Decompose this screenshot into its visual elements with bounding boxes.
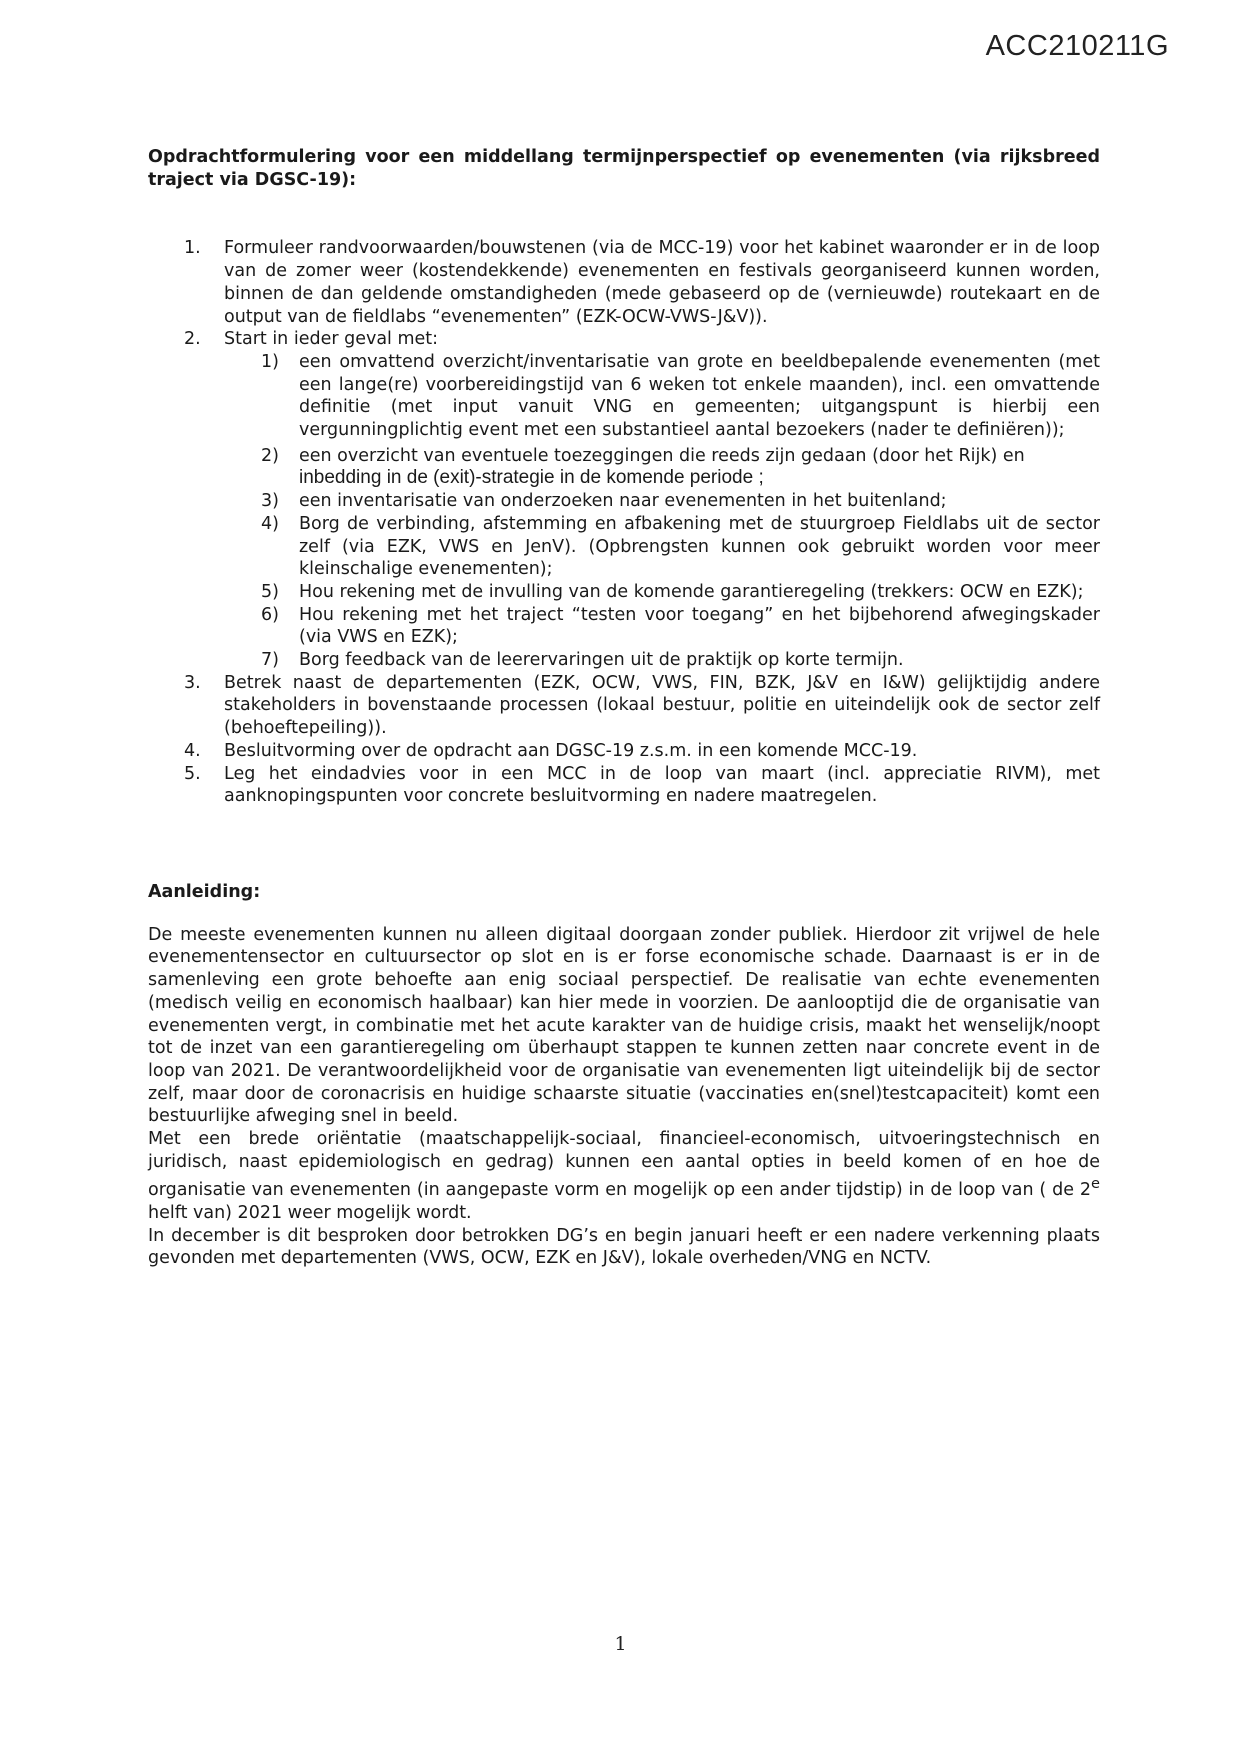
sub-list-item-4 bbox=[224, 513, 1100, 581]
sub-list-item-3 bbox=[224, 490, 1100, 513]
list-number: 4. bbox=[184, 740, 201, 761]
list-item-text: Betrek naast de departementen (EZK, OCW, VWS, FIN, BZK, J&V en I&W) gelijktijdig andere stakeholders in bovenstaande processen (lokaal bestuur, politie en uiteindelijk ook de sector zelf (behoeftepeiling)). bbox=[224, 672, 1100, 739]
document-code: ACC210211G bbox=[985, 30, 1169, 62]
list-item-5 bbox=[148, 763, 1100, 808]
sub-list-item-text: Hou rekening met de invulling van de komende garantieregeling (trekkers: OCW en EZK); bbox=[299, 581, 1084, 602]
list-item-text: Formuleer randvoorwaarden/bouwstenen (via de MCC-19) voor het kabinet waaronder er in de loop van de zomer weer (kostendekkende) evenementen en festivals georganiseerd kunnen worden, binnen de dan geldende omstandigheden (mede gebaseerd op de (vernieuwde) routekaart en de output van de fieldlabs “evenementen” (EZK-OCW-VWS-J&V)). bbox=[224, 238, 1100, 327]
superscript: e bbox=[1091, 1175, 1100, 1193]
document-title: Opdrachtformulering voor een middellang termijnperspectief op evenementen (via rijksbreed traject via DGSC-19): bbox=[148, 147, 1100, 190]
list-item-2 bbox=[148, 328, 1100, 672]
list-number: 3. bbox=[184, 672, 201, 693]
aanleiding-text bbox=[148, 924, 1100, 1270]
sub-list-item-text: een omvattend overzicht/inventarisatie van grote en beeldbepalende evenementen (met een lange(re) voorbereidingstijd van 6 weken tot enkele maanden), incl. een omvattende definitie (met input vanuit VNG en gemeenten; uitgangspunt is hierbij een vergunningplichtig event met een substantieel aantal bezoekers (nader te definiëren)); bbox=[299, 351, 1100, 441]
sub-list-item-text: een overzicht van eventuele toezeggingen die reeds zijn gedaan (door het Rijk) en bbox=[299, 445, 1025, 466]
list-item-1 bbox=[148, 237, 1100, 328]
document-body bbox=[148, 146, 1100, 1270]
list-number: 2. bbox=[184, 329, 201, 350]
paragraph-text: helft van) 2021 weer mogelijk wordt. bbox=[148, 1202, 472, 1223]
list-item-4 bbox=[148, 740, 1100, 763]
paragraph: In december is dit besproken door betrokken DG’s en begin januari heeft er een nadere verkenning plaats gevonden met departementen (VWS, OCW, EZK en J&V), lokale overheden/VNG en NCTV. bbox=[148, 1225, 1100, 1269]
sub-list-number: 2) bbox=[261, 445, 279, 466]
section-heading-aanleiding: Aanleiding: bbox=[148, 881, 261, 902]
sub-list-number: 6) bbox=[261, 604, 279, 625]
sub-list-item-text-continued: inbedding in de (exit)-strategie in de komende periode ; bbox=[299, 467, 764, 489]
list-number: 1. bbox=[184, 238, 201, 259]
sub-list-item-7 bbox=[224, 649, 1100, 672]
sub-list-item-6 bbox=[224, 604, 1100, 649]
sub-list-item-text: Borg feedback van de leerervaringen uit de praktijk op korte termijn. bbox=[299, 650, 904, 671]
paragraph bbox=[148, 1128, 1100, 1225]
sub-list bbox=[224, 351, 1100, 672]
assignment-list bbox=[148, 237, 1100, 808]
paragraph-text: Met een brede oriëntatie (maatschappelijk-sociaal, financieel-economisch, uitvoeringstechnisch en juridisch, naast epidemiologisch en gedrag) kunnen een aantal opties in beeld komen of en hoe de organisatie van evenementen (in aangepaste vorm en mogelijk op een ander tijdstip) in de loop van ( de 2 bbox=[148, 1129, 1100, 1201]
paragraph: De meeste evenementen kunnen nu alleen digitaal doorgaan zonder publiek. Hierdoor zit vrijwel de hele evenementensector en cultuursector op slot en is er forse economische schade. Daarnaast is er in de samenleving een grote behoefte aan enig sociaal perspectief. De realisatie van echte evenementen (medisch veilig en economisch haalbaar) kan hier mede in voorzien. De aanlooptijd die de organisatie van evenementen vergt, in combinatie met het acute karakter van de huidige crisis, maakt het wenselijk/noopt tot de inzet van een garantieregeling om überhaupt stappen te kunnen zetten naar concrete event in de loop van 2021. De verantwoordelijkheid voor de organisatie van evenementen ligt uiteindelijk bij de sector zelf, maar door de coronacrisis en huidige schaarste situatie (vaccinaties en(snel)testcapaciteit) komt een bestuurlijke afweging snel in beeld. bbox=[148, 924, 1100, 1127]
sub-list-item-text: Hou rekening met het traject “testen voor toegang” en het bijbehorend afwegingskader (via VWS en EZK); bbox=[299, 604, 1100, 648]
list-item-3 bbox=[148, 672, 1100, 740]
list-item-text: Besluitvorming over de opdracht aan DGSC-19 z.s.m. in een komende MCC-19. bbox=[224, 740, 918, 761]
list-item-text: Start in ieder geval met: bbox=[224, 329, 439, 350]
sub-list-number: 1) bbox=[261, 351, 279, 372]
sub-list-item-text: een inventarisatie van onderzoeken naar evenementen in het buitenland; bbox=[299, 491, 947, 512]
sub-list-item-2 bbox=[224, 445, 1100, 490]
sub-list-number: 7) bbox=[261, 650, 279, 671]
sub-list-item-text: Borg de verbinding, afstemming en afbakening met de stuurgroep Fieldlabs uit de sector zelf (via EZK, VWS en JenV). (Opbrengsten kunnen ook gebruikt worden voor meer kleinschalige evenementen); bbox=[299, 513, 1100, 580]
page-number: 1 bbox=[614, 1633, 627, 1655]
sub-list-number: 4) bbox=[261, 513, 279, 534]
list-item-text: Leg het eindadvies voor in een MCC in de loop van maart (incl. appreciatie RIVM), met aanknopingspunten voor concrete besluitvorming en nadere maatregelen. bbox=[224, 763, 1100, 807]
list-number: 5. bbox=[184, 763, 201, 784]
sub-list-number: 5) bbox=[261, 581, 279, 602]
sub-list-item-5 bbox=[224, 581, 1100, 604]
sub-list-item-1 bbox=[224, 351, 1100, 442]
sub-list-number: 3) bbox=[261, 491, 279, 512]
